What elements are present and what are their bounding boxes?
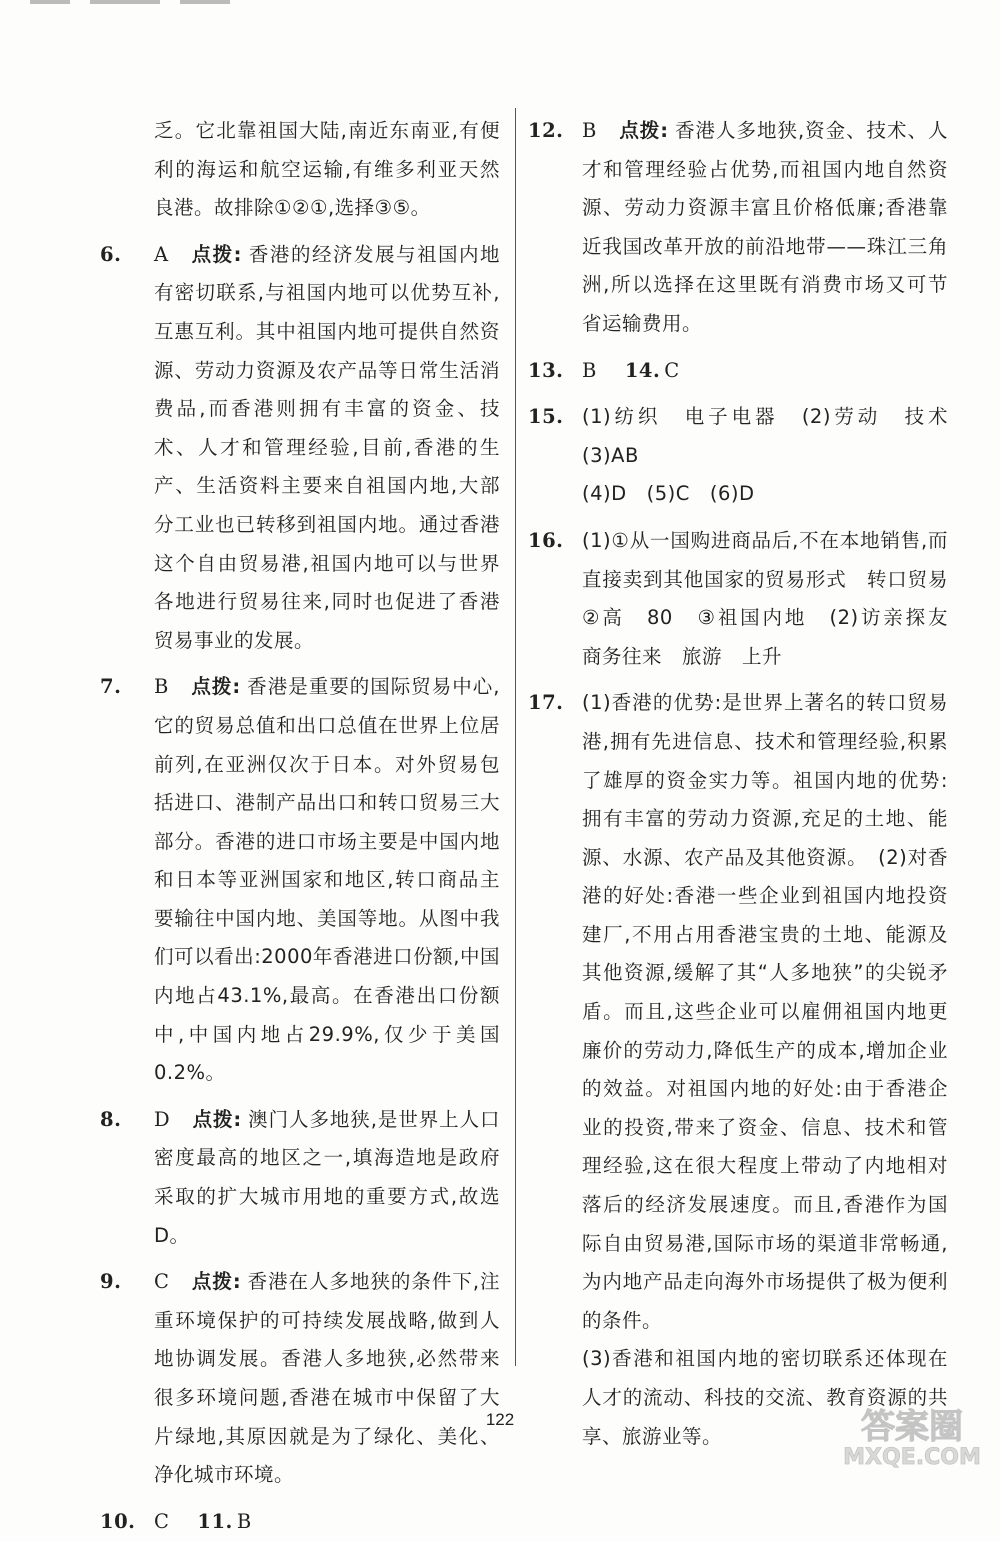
explanation-text-part3: (3)香港和祖国内地的密切联系还体现在人才的流动、科技的交流、教育资源的共享、旅游业等。 [582,1347,948,1448]
left-column [100,112,500,1541]
explanation-text: 澳门人多地狭,是世界上人口密度最高的地区之一,填海造地是政府采取的扩大城市用地的重要方式,故选D。 [154,1107,500,1247]
question-number: 11. [197,1509,233,1533]
question-number: 12. [528,119,564,142]
explanation-text: (1)香港的优势:是世界上著名的转口贸易港,拥有先进信息、技术和管理经验,积累了雄厚的资金实力等。祖国内地的优势:拥有丰富的劳动力资源,充足的土地、能源、水源、农产品及其他资源。 (2)对香港的好处:香港一些企业到祖国内地投资建厂,不用占用香港宝贵的土地、能源及其他资源,缓解了其“人多地狭”的尖锐矛盾。而且,这些企业可以雇佣祖国内地更廉价的劳动力,降低生产的成本,增加企业的效益。对祖国内地的好处:由于香港企业的投资,带来了资金、信息、技术和管理经验,这在很大程度上带动了内地相对落后的经济发展速度。而且,香港作为国际自由贸易港,国际市场的渠道非常畅通,为内地产品走向海外市场提供了极为便利的条件。 [582,691,948,1332]
hint-label: 点拨: [192,1107,242,1131]
watermark-title: 答案圈 [861,1407,963,1447]
answer-letter: B [582,119,597,142]
hint-label: 点拨: [618,119,669,142]
continued-text: 乏。它北靠祖国大陆,南近东南亚,有便利的海运和航空运输,有维多利亚天然良港。故排除①②①,选择③⑤。 [154,119,500,220]
answer-letter: B [154,675,169,699]
answer-letter: C [154,1509,170,1533]
answer-letter: A [154,242,169,266]
explanation-text: 香港人多地狭,资金、技术、人才和管理经验占优势,而祖国内地自然资源、劳动力资源丰富且价格低廉;香港靠近我国改革开放的前沿地带——珠江三角洲,所以选择在这里既有消费市场又可节省运输费用。 [582,119,948,335]
question-number: 13. [528,358,564,382]
question-number: 16. [528,528,564,552]
answer-line: (4)D (5)C (6)D [582,482,755,506]
column-divider [515,108,516,1366]
question-number: 9. [100,1270,122,1294]
answer-item-6 [100,236,500,661]
answer-item-16 [528,522,969,676]
answer-item-7 [100,668,500,1093]
watermark-logo [832,1400,992,1470]
hint-label: 点拨: [191,1270,242,1294]
answer-item-8 [100,1101,500,1255]
answer-letter: D [154,1107,171,1131]
explanation-text: (1)①从一国购进商品后,不在本地销售,而直接卖到其他国家的贸易形式 转口贸易 ②高 80 ③祖国内地 (2)访亲探友 商务往来 旅游 上升 [582,528,969,668]
right-column [528,112,969,1456]
answer-line: (1)纺织 电子电器 (2)劳动 技术 (3)AB [582,405,969,467]
answer-letter: B [236,1509,252,1533]
watermark-domain: MXQE.COM [843,1445,981,1470]
answer-item-12 [528,112,948,344]
hint-label: 点拨: [190,675,241,699]
answer-item-15 [528,398,969,514]
question-number: 14. [624,358,661,382]
hint-label: 点拨: [190,242,242,266]
explanation-text: 香港的经济发展与祖国内地有密切联系,与祖国内地可以优势互补,互惠互利。其中祖国内地可提供自然资源、劳动力资源及农产品等日常生活消费品,而香港则拥有丰富的资金、技术、人才和管理经验,目前,香港的生产、生活资料主要来自祖国内地,大部分工业也已转移到祖国内地。通过香港这个自由贸易港,祖国内地可以与世界各地进行贸易往来,同时也促进了香港贸易事业的发展。 [154,242,500,652]
question-number: 15. [528,405,564,429]
question-number: 10. [100,1509,136,1533]
answer-item-10-11 [100,1503,500,1541]
answer-item-13-14 [528,352,948,391]
explanation-text: 香港在人多地狭的条件下,注重环境保护的可持续发展战略,做到人地协调发展。香港人多地狭,必然带来很多环境问题,香港在城市中保留了大片绿地,其原因就是为了绿化、美化、净化城市环境。 [154,1270,500,1487]
question-number: 17. [528,691,564,715]
page-number: 122 [485,1410,515,1429]
explanation-text: 香港是重要的国际贸易中心,它的贸易总值和出口总值在世界上位居前列,在亚洲仅次于日本。对外贸易包括进口、港制产品出口和转口贸易三大部分。香港的进口市场主要是中国内地和日本等亚洲国家和地区,转口商品主要输往中国内地、美国等地。从图中我们可以看出:2000年香港进口份额,中国内地占43.1%,最高。在香港出口份额中,中国内地占29.9%,仅少于美国0.2%。 [154,675,500,1085]
answer-letter: C [664,358,680,382]
answer-item-17 [528,684,948,1340]
question-number: 6. [100,242,122,266]
top-edge-marks [30,0,250,8]
answer-item-9 [100,1263,500,1495]
question-number: 8. [100,1107,122,1131]
answer-letter: B [582,358,597,382]
question-number: 7. [100,675,122,699]
answer-letter: C [154,1270,170,1294]
